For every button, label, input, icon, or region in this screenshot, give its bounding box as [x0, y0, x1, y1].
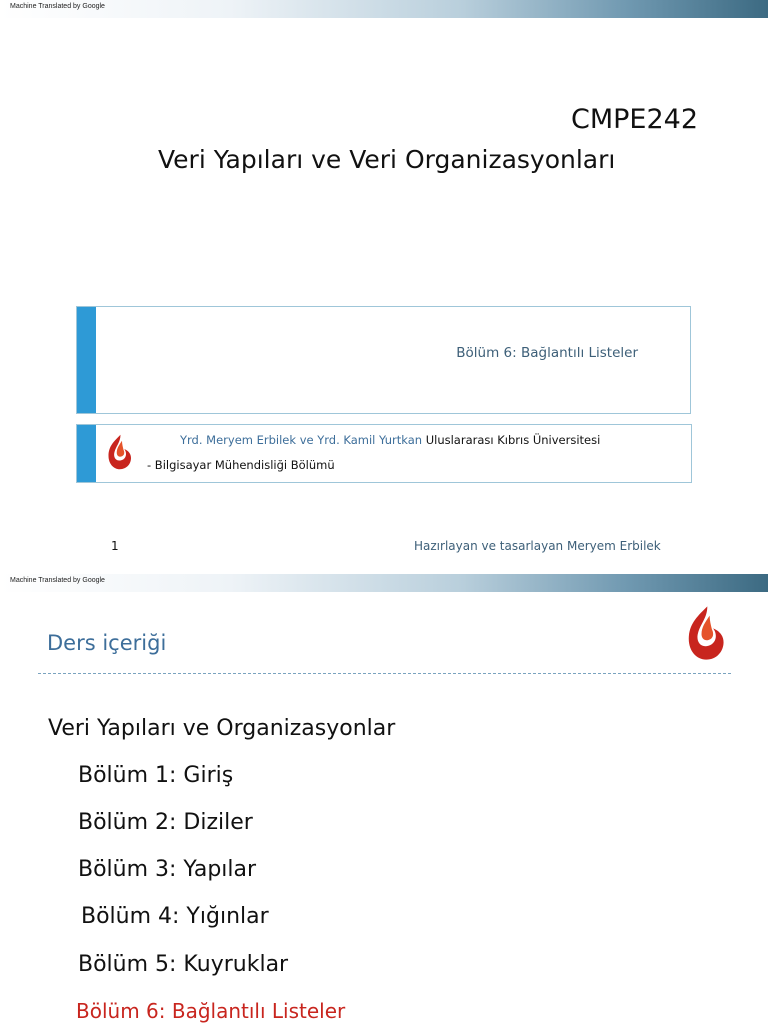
section-heading: Veri Yapıları ve Organizasyonlar: [48, 716, 396, 741]
title-divider: [38, 673, 731, 674]
chapter-box-accent: [77, 307, 96, 413]
lesson-title: Ders içeriği: [47, 631, 167, 655]
machine-translated-label: Machine Translated by Google: [10, 577, 105, 584]
department-line: - Bilgisayar Mühendisliği Bölümü: [147, 458, 335, 472]
course-code: CMPE242: [570, 104, 698, 135]
flame-logo-icon: [679, 604, 731, 662]
course-title: Veri Yapıları ve Veri Organizasyonları: [158, 145, 616, 174]
author-line: [180, 433, 600, 447]
author-names: Yrd. Meryem Erbilek ve Yrd. Kamil Yurtkan: [180, 433, 423, 447]
university-name: Uluslararası Kıbrıs Üniversitesi: [422, 433, 601, 447]
chapter-label: Bölüm 6: Bağlantılı Listeler: [456, 345, 638, 361]
chapter-item-6-current: Bölüm 6: Bağlantılı Listeler: [76, 999, 346, 1023]
chapter-item-2: Bölüm 2: Diziler: [78, 810, 253, 835]
machine-translated-bar: [0, 0, 768, 18]
page-number: 1: [111, 539, 119, 553]
machine-translated-bar: [0, 574, 768, 592]
chapter-item-1: Bölüm 1: Giriş: [78, 763, 234, 788]
chapter-item-5: Bölüm 5: Kuyruklar: [78, 952, 289, 977]
machine-translated-label: Machine Translated by Google: [10, 3, 105, 10]
author-box-accent: [77, 425, 96, 482]
slide-2: [0, 574, 768, 1024]
flame-logo-icon: [104, 433, 134, 471]
chapter-item-4: Bölüm 4: Yığınlar: [81, 904, 269, 929]
author-box: [76, 424, 692, 483]
chapter-box: [76, 306, 691, 414]
chapter-item-3: Bölüm 3: Yapılar: [78, 857, 257, 882]
footer-credit: Hazırlayan ve tasarlayan Meryem Erbilek: [414, 539, 661, 553]
